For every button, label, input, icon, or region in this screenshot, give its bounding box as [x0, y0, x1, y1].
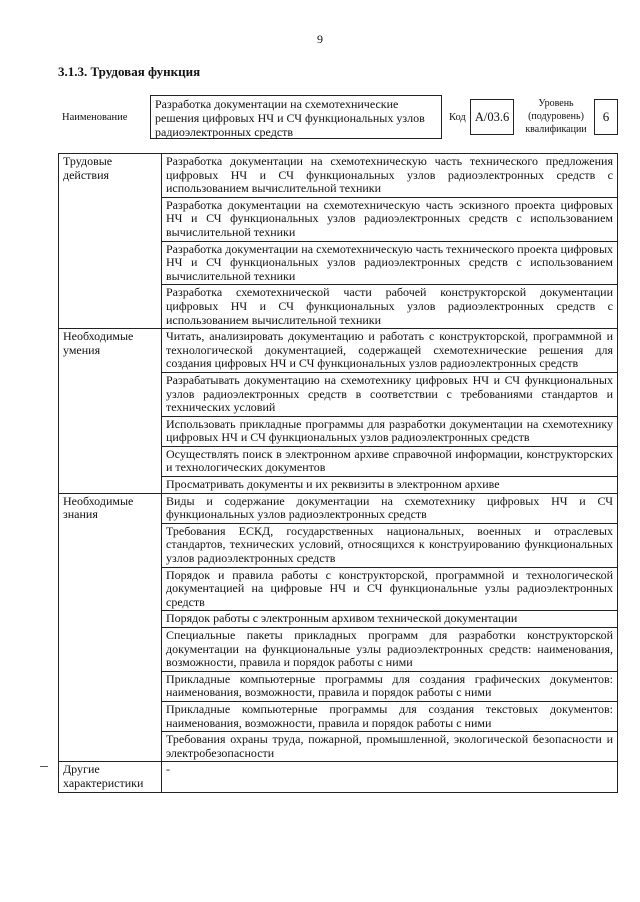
- table-cell: Просматривать документы и их реквизиты в электронном архиве: [162, 477, 618, 494]
- level-label: Уровень (подуровень) квалификации: [525, 98, 587, 135]
- table-row: [59, 762, 618, 792]
- table-cell: Прикладные компьютерные программы для создания графических документов: наименования, возможности, правила и порядок работы с ними: [162, 671, 618, 701]
- table-cell: Разработка документации на схемотехническую часть эскизного проекта цифровых НЧ и СЧ функциональных узлов радиоэлектронных средств с использованием вычислительной техники: [162, 197, 618, 241]
- function-table: [58, 153, 618, 793]
- table-row: [59, 493, 618, 523]
- table-cell: Разрабатывать документацию на схемотехнику цифровых НЧ и СЧ функциональных узлов радиоэлектронных средств в соответствии с требованиями стандартов и технических условий: [162, 372, 618, 416]
- table-cell: -: [162, 762, 618, 792]
- table-cell: Специальные пакеты прикладных программ для разработки конструкторской документации на функциональные узлы радиоэлектронных средств: наименования, возможности, правила и порядок работы с ними: [162, 628, 618, 672]
- category-label: Необходимые знания: [59, 493, 162, 762]
- name-label: Наименование: [62, 112, 128, 123]
- table-cell: Порядок работы с электронным архивом технической документации: [162, 611, 618, 628]
- table-row: [59, 329, 618, 373]
- category-label: Необходимые умения: [59, 329, 162, 494]
- name-value: Разработка документации на схемотехнические решения цифровых НЧ и СЧ функциональных узлов радиоэлектронных средств: [150, 95, 442, 139]
- page-number: 9: [317, 32, 323, 46]
- table-cell: Разработка документации на схемотехническую часть технического проекта цифровых НЧ и СЧ функциональных узлов радиоэлектронных средств с использованием вычислительной техники: [162, 241, 618, 285]
- table-row: [59, 154, 618, 198]
- category-label: Другие характеристики: [59, 762, 162, 792]
- table-cell: Порядок и правила работы с конструкторской, программной и технологической документацией на цифровые НЧ и СЧ функциональные узлы радиоэлектронных средств: [162, 567, 618, 611]
- function-header: [58, 95, 618, 139]
- table-cell: Читать, анализировать документацию и работать с конструкторской, программной и технологической документацией, содержащей схемотехнические решения для создания цифровых НЧ и СЧ функциональных узлов радиоэлектронных средств: [162, 329, 618, 373]
- table-cell: Использовать прикладные программы для разработки документации на схемотехнику цифровых НЧ и СЧ функциональных узлов радиоэлектронных средств: [162, 416, 618, 446]
- code-label: Код: [449, 112, 466, 123]
- table-cell: Требования ЕСКД, государственных национальных, военных и отраслевых стандартов, технических условий, относящихся к конструированию функциональных узлов радиоэлектронных средств: [162, 523, 618, 567]
- section-title: 3.1.3. Трудовая функция: [58, 64, 201, 79]
- table-cell: Разработка схемотехнической части рабочей конструкторской документации цифровых НЧ и СЧ функциональных узлов радиоэлектронных средств с использованием вычислительной техники: [162, 285, 618, 329]
- code-value: А/03.6: [470, 99, 514, 135]
- margin-mark: [40, 766, 48, 767]
- table-cell: Прикладные компьютерные программы для создания текстовых документов: наименования, возможности, правила и порядок работы с ними: [162, 701, 618, 731]
- level-value: 6: [594, 99, 618, 135]
- table-cell: Виды и содержание документации на схемотехнику цифровых НЧ и СЧ функциональных узлов радиоэлектронных средств: [162, 493, 618, 523]
- category-label: Трудовые действия: [59, 154, 162, 329]
- table-cell: Осуществлять поиск в электронном архиве справочной информации, конструкторских и технологических документов: [162, 446, 618, 476]
- table-cell: Разработка документации на схемотехническую часть технического предложения цифровых НЧ и СЧ функциональных узлов радиоэлектронных средств с использованием вычислительной техники: [162, 154, 618, 198]
- table-cell: Требования охраны труда, пожарной, промышленной, экологической безопасности и электробезопасности: [162, 732, 618, 762]
